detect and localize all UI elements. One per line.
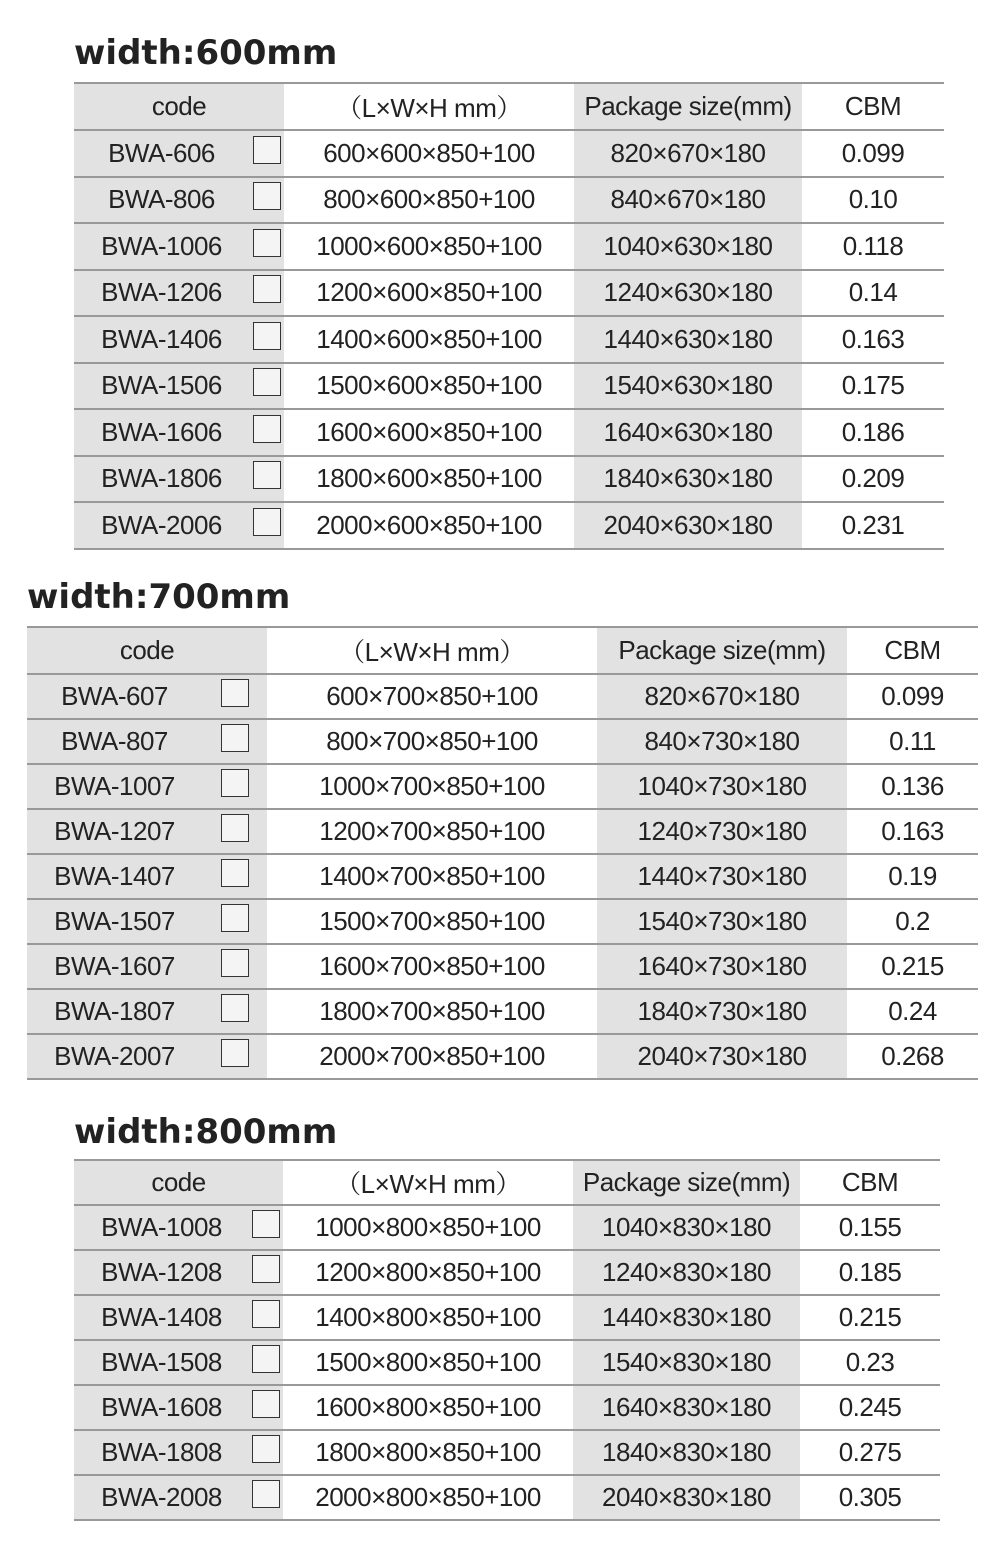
package-size-cell: 1840×630×180	[574, 456, 802, 503]
table-row	[74, 1340, 940, 1385]
package-size-cell: 2040×830×180	[573, 1475, 800, 1520]
checkbox[interactable]	[221, 904, 249, 932]
table-row	[74, 1430, 940, 1475]
dimensions-cell: 1500×700×850+100	[267, 899, 597, 944]
package-size-cell: 2040×730×180	[597, 1034, 847, 1079]
table-row	[27, 944, 978, 989]
cbm-cell: 0.245	[800, 1385, 940, 1430]
checkbox-cell	[249, 223, 284, 270]
table-row	[74, 270, 944, 317]
header-package-size: Package size(mm)	[574, 83, 802, 130]
header-package-size: Package size(mm)	[597, 627, 847, 674]
cbm-cell: 0.10	[802, 177, 944, 224]
checkbox[interactable]	[221, 949, 249, 977]
spec-table	[27, 626, 978, 1080]
package-size-cell: 1040×830×180	[573, 1205, 800, 1250]
checkbox[interactable]	[252, 1300, 280, 1328]
header-cbm: CBM	[800, 1160, 940, 1205]
code-cell: BWA-1608	[74, 1385, 249, 1430]
checkbox[interactable]	[221, 994, 249, 1022]
cbm-cell: 0.163	[802, 316, 944, 363]
code-cell: BWA-1206	[74, 270, 249, 317]
cbm-cell: 0.11	[847, 719, 978, 764]
code-cell: BWA-1008	[74, 1205, 249, 1250]
header-dimensions: （L×W×H mm）	[283, 1160, 573, 1205]
package-size-cell: 1540×630×180	[574, 363, 802, 410]
checkbox[interactable]	[221, 679, 249, 707]
header-code: code	[27, 627, 267, 674]
section-title: width:700mm	[27, 577, 291, 617]
package-size-cell: 1040×730×180	[597, 764, 847, 809]
package-size-cell: 1540×830×180	[573, 1340, 800, 1385]
package-size-cell: 840×730×180	[597, 719, 847, 764]
dimensions-cell: 1600×800×850+100	[283, 1385, 573, 1430]
checkbox-cell	[249, 177, 284, 224]
code-cell: BWA-1407	[27, 854, 202, 899]
cbm-cell: 0.24	[847, 989, 978, 1034]
package-size-cell: 1840×830×180	[573, 1430, 800, 1475]
checkbox-cell	[202, 719, 267, 764]
cbm-cell: 0.186	[802, 409, 944, 456]
table-row	[74, 502, 944, 549]
checkbox-cell	[249, 409, 284, 456]
header-dimensions: （L×W×H mm）	[267, 627, 597, 674]
checkbox[interactable]	[253, 415, 281, 443]
checkbox[interactable]	[252, 1210, 280, 1238]
table-row	[74, 1385, 940, 1430]
dimensions-cell: 800×600×850+100	[284, 177, 574, 224]
cbm-cell: 0.136	[847, 764, 978, 809]
dimensions-cell: 1600×700×850+100	[267, 944, 597, 989]
dimensions-cell: 600×700×850+100	[267, 674, 597, 719]
section-title: width:800mm	[74, 1112, 338, 1152]
cbm-cell: 0.155	[800, 1205, 940, 1250]
code-cell: BWA-1006	[74, 223, 249, 270]
checkbox[interactable]	[252, 1480, 280, 1508]
checkbox[interactable]	[221, 1039, 249, 1067]
cbm-cell: 0.209	[802, 456, 944, 503]
checkbox-cell	[249, 1475, 283, 1520]
table-row	[74, 1250, 940, 1295]
table-body	[74, 1205, 940, 1520]
checkbox[interactable]	[253, 368, 281, 396]
cbm-cell: 0.305	[800, 1475, 940, 1520]
package-size-cell: 1240×830×180	[573, 1250, 800, 1295]
table-row	[74, 1475, 940, 1520]
cbm-cell: 0.099	[802, 130, 944, 177]
package-size-cell: 1840×730×180	[597, 989, 847, 1034]
header-code: code	[74, 83, 284, 130]
section-title: width:600mm	[74, 33, 338, 73]
code-cell: BWA-607	[27, 674, 202, 719]
package-size-cell: 1040×630×180	[574, 223, 802, 270]
spec-table	[74, 82, 944, 550]
checkbox[interactable]	[252, 1390, 280, 1418]
package-size-cell: 1440×630×180	[574, 316, 802, 363]
package-size-cell: 1440×830×180	[573, 1295, 800, 1340]
table-row	[27, 989, 978, 1034]
code-cell: BWA-1606	[74, 409, 249, 456]
code-cell: BWA-2006	[74, 502, 249, 549]
checkbox-cell	[249, 1430, 283, 1475]
checkbox[interactable]	[221, 724, 249, 752]
checkbox[interactable]	[253, 508, 281, 536]
table-row	[74, 363, 944, 410]
cbm-cell: 0.268	[847, 1034, 978, 1079]
dimensions-cell: 1200×600×850+100	[284, 270, 574, 317]
checkbox[interactable]	[221, 814, 249, 842]
table-row	[74, 316, 944, 363]
header-package-size: Package size(mm)	[573, 1160, 800, 1205]
checkbox-cell	[249, 502, 284, 549]
checkbox[interactable]	[252, 1435, 280, 1463]
checkbox[interactable]	[221, 859, 249, 887]
table-row	[27, 1034, 978, 1079]
table-body	[74, 130, 944, 549]
code-cell: BWA-1208	[74, 1250, 249, 1295]
dimensions-cell: 1800×700×850+100	[267, 989, 597, 1034]
checkbox-cell	[249, 130, 284, 177]
cbm-cell: 0.118	[802, 223, 944, 270]
dimensions-cell: 600×600×850+100	[284, 130, 574, 177]
cbm-cell: 0.14	[802, 270, 944, 317]
dimensions-cell: 1000×600×850+100	[284, 223, 574, 270]
checkbox-cell	[249, 1295, 283, 1340]
code-cell: BWA-1507	[27, 899, 202, 944]
table-body	[27, 674, 978, 1079]
table-row	[74, 1295, 940, 1340]
code-cell: BWA-1808	[74, 1430, 249, 1475]
code-cell: BWA-606	[74, 130, 249, 177]
checkbox-cell	[202, 944, 267, 989]
cbm-cell: 0.163	[847, 809, 978, 854]
dimensions-cell: 2000×700×850+100	[267, 1034, 597, 1079]
dimensions-cell: 1000×800×850+100	[283, 1205, 573, 1250]
checkbox[interactable]	[253, 322, 281, 350]
cbm-cell: 0.2	[847, 899, 978, 944]
code-cell: BWA-1508	[74, 1340, 249, 1385]
code-cell: BWA-1806	[74, 456, 249, 503]
dimensions-cell: 1200×800×850+100	[283, 1250, 573, 1295]
dimensions-cell: 1600×600×850+100	[284, 409, 574, 456]
checkbox[interactable]	[253, 229, 281, 257]
cbm-cell: 0.185	[800, 1250, 940, 1295]
dimensions-cell: 1400×700×850+100	[267, 854, 597, 899]
table-row	[74, 177, 944, 224]
checkbox[interactable]	[253, 136, 281, 164]
package-size-cell: 2040×630×180	[574, 502, 802, 549]
checkbox-cell	[249, 1250, 283, 1295]
dimensions-cell: 1400×600×850+100	[284, 316, 574, 363]
cbm-cell: 0.231	[802, 502, 944, 549]
code-cell: BWA-2008	[74, 1475, 249, 1520]
package-size-cell: 1640×630×180	[574, 409, 802, 456]
dimensions-cell: 1800×600×850+100	[284, 456, 574, 503]
code-cell: BWA-1207	[27, 809, 202, 854]
code-cell: BWA-1007	[27, 764, 202, 809]
table-row	[74, 130, 944, 177]
table-row	[74, 409, 944, 456]
checkbox-cell	[202, 854, 267, 899]
cbm-cell: 0.175	[802, 363, 944, 410]
dimensions-cell: 1000×700×850+100	[267, 764, 597, 809]
checkbox[interactable]	[252, 1345, 280, 1373]
dimensions-cell: 1800×800×850+100	[283, 1430, 573, 1475]
checkbox[interactable]	[253, 461, 281, 489]
package-size-cell: 1240×730×180	[597, 809, 847, 854]
dimensions-cell: 1200×700×850+100	[267, 809, 597, 854]
code-cell: BWA-1807	[27, 989, 202, 1034]
header-dimensions: （L×W×H mm）	[284, 83, 574, 130]
checkbox-cell	[202, 989, 267, 1034]
table-row	[27, 674, 978, 719]
code-cell: BWA-1406	[74, 316, 249, 363]
package-size-cell: 1640×830×180	[573, 1385, 800, 1430]
checkbox-cell	[249, 363, 284, 410]
table-row	[27, 809, 978, 854]
table-row	[74, 1205, 940, 1250]
code-cell: BWA-2007	[27, 1034, 202, 1079]
checkbox-cell	[249, 1385, 283, 1430]
checkbox-cell	[202, 899, 267, 944]
cbm-cell: 0.19	[847, 854, 978, 899]
checkbox-cell	[249, 1205, 283, 1250]
checkbox-cell	[202, 1034, 267, 1079]
header-cbm: CBM	[802, 83, 944, 130]
cbm-cell: 0.275	[800, 1430, 940, 1475]
dimensions-cell: 1500×800×850+100	[283, 1340, 573, 1385]
dimensions-cell: 800×700×850+100	[267, 719, 597, 764]
checkbox-cell	[249, 1340, 283, 1385]
table-row	[27, 719, 978, 764]
code-cell: BWA-806	[74, 177, 249, 224]
dimensions-cell: 2000×800×850+100	[283, 1475, 573, 1520]
package-size-cell: 840×670×180	[574, 177, 802, 224]
code-cell: BWA-1506	[74, 363, 249, 410]
cbm-cell: 0.099	[847, 674, 978, 719]
dimensions-cell: 1500×600×850+100	[284, 363, 574, 410]
table-row	[27, 854, 978, 899]
checkbox-cell	[202, 764, 267, 809]
package-size-cell: 1240×630×180	[574, 270, 802, 317]
checkbox[interactable]	[252, 1255, 280, 1283]
dimensions-cell: 2000×600×850+100	[284, 502, 574, 549]
cbm-cell: 0.215	[800, 1295, 940, 1340]
table-row	[27, 899, 978, 944]
checkbox-cell	[249, 316, 284, 363]
checkbox[interactable]	[221, 769, 249, 797]
dimensions-cell: 1400×800×850+100	[283, 1295, 573, 1340]
package-size-cell: 820×670×180	[597, 674, 847, 719]
table-row	[74, 456, 944, 503]
checkbox-cell	[202, 674, 267, 719]
package-size-cell: 1640×730×180	[597, 944, 847, 989]
package-size-cell: 1540×730×180	[597, 899, 847, 944]
cbm-cell: 0.23	[800, 1340, 940, 1385]
checkbox[interactable]	[253, 275, 281, 303]
cbm-cell: 0.215	[847, 944, 978, 989]
checkbox-cell	[249, 270, 284, 317]
code-cell: BWA-807	[27, 719, 202, 764]
table-row	[27, 764, 978, 809]
checkbox-cell	[202, 809, 267, 854]
spec-table	[74, 1159, 940, 1521]
checkbox[interactable]	[253, 182, 281, 210]
code-cell: BWA-1607	[27, 944, 202, 989]
checkbox-cell	[249, 456, 284, 503]
code-cell: BWA-1408	[74, 1295, 249, 1340]
package-size-cell: 1440×730×180	[597, 854, 847, 899]
package-size-cell: 820×670×180	[574, 130, 802, 177]
table-row	[74, 223, 944, 270]
header-code: code	[74, 1160, 283, 1205]
header-cbm: CBM	[847, 627, 978, 674]
